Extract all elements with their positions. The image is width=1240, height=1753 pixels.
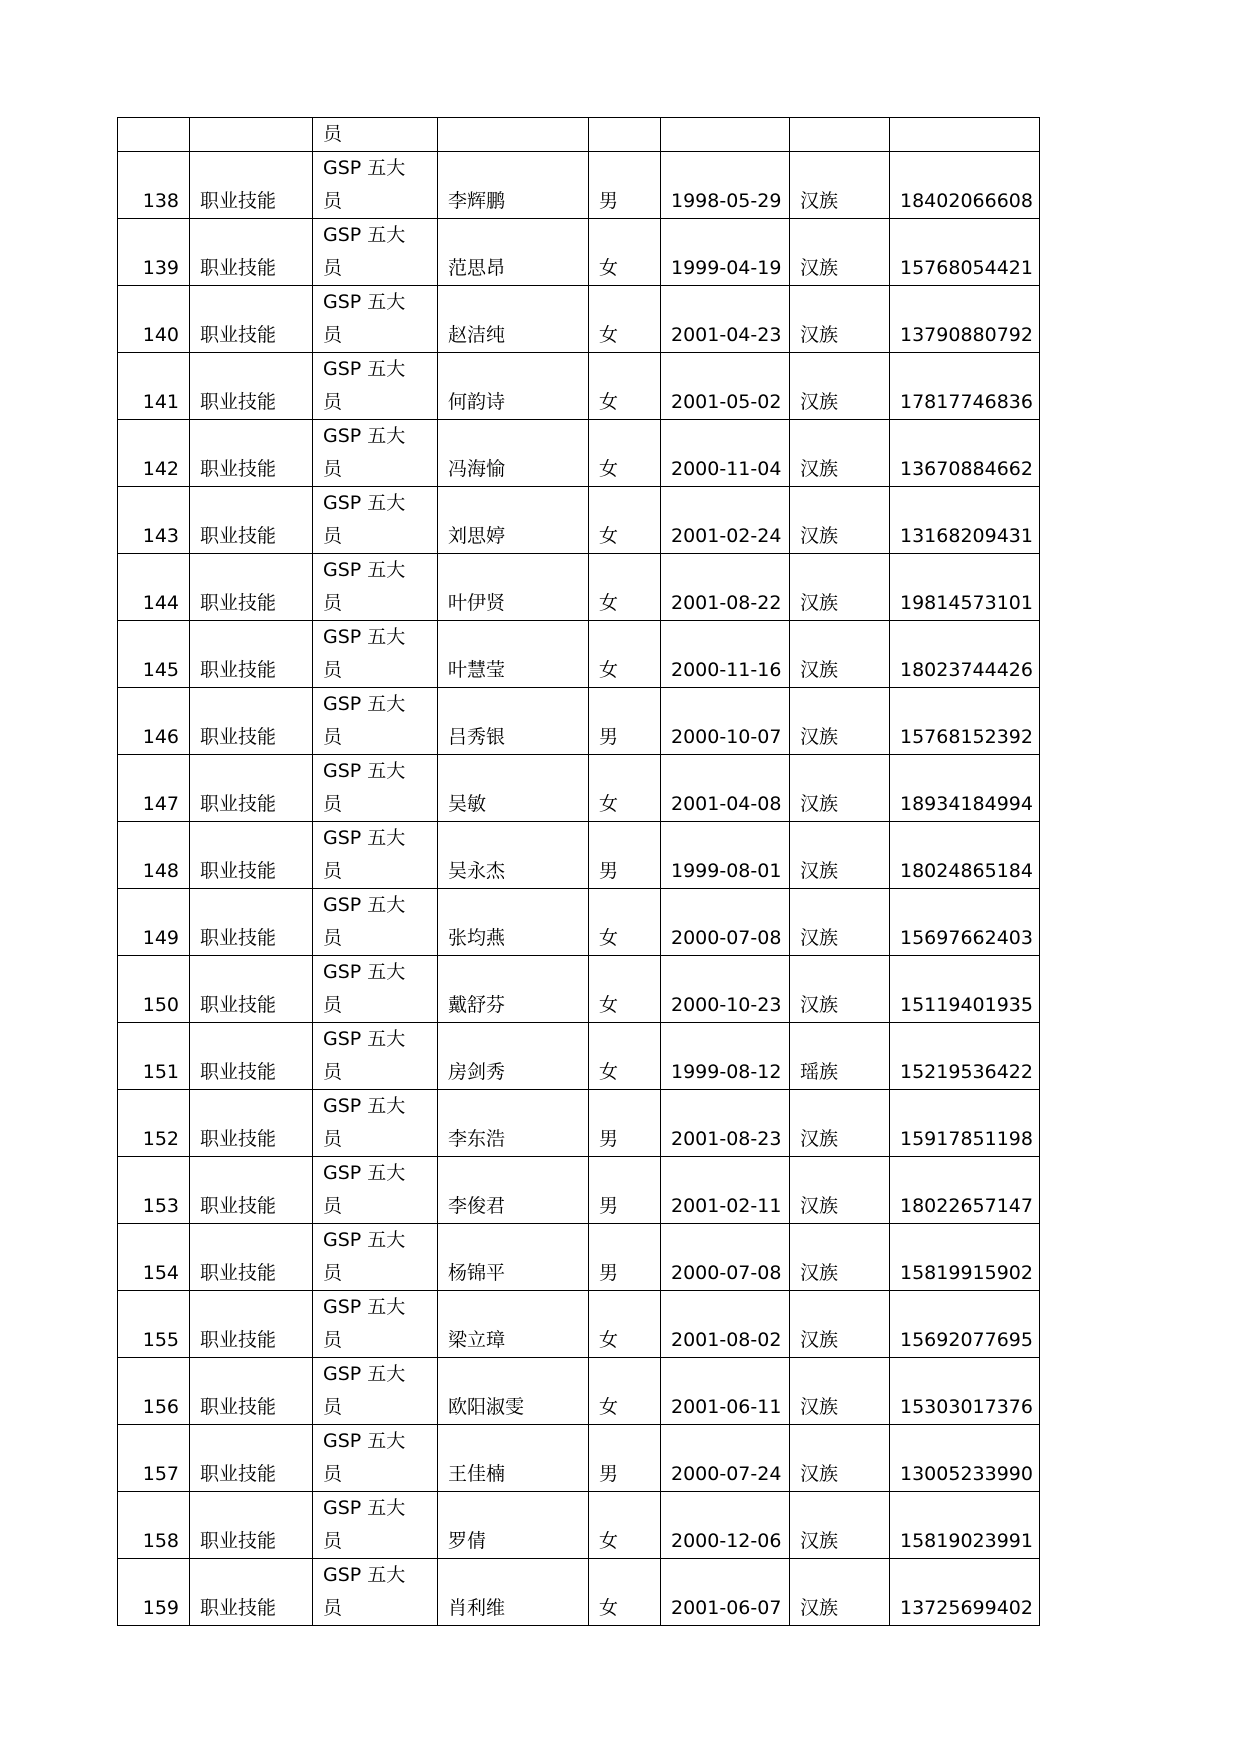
cell-birth: [661, 118, 790, 152]
course-line-1: GSP 五大: [323, 1564, 406, 1586]
cell-name: 李俊君: [438, 1157, 589, 1224]
cell-name: 范思昂: [438, 219, 589, 286]
cell-course: [313, 956, 438, 1023]
cell-course: [313, 1291, 438, 1358]
course-line-1: GSP 五大: [323, 827, 406, 849]
cell-birth: 2000-11-16: [661, 621, 790, 688]
cell-no: 144: [118, 554, 190, 621]
cell-ethnicity: 汉族: [790, 822, 890, 889]
cell-category: 职业技能: [190, 487, 313, 554]
cell-ethnicity: 汉族: [790, 286, 890, 353]
roster-body: [118, 118, 1040, 1626]
cell-name: 王佳楠: [438, 1425, 589, 1492]
cell-birth: 1999-08-01: [661, 822, 790, 889]
cell-course: [313, 420, 438, 487]
course-line-1: GSP 五大: [323, 760, 406, 782]
cell-course: [313, 1492, 438, 1559]
cell-no: 151: [118, 1023, 190, 1090]
course-line-2: 员: [323, 525, 343, 547]
cell-phone: 18402066608: [890, 152, 1040, 219]
continuation-row: [118, 118, 1040, 152]
course-line-2: 员: [323, 927, 343, 949]
table-row: [118, 487, 1040, 554]
cell-phone: 19814573101: [890, 554, 1040, 621]
cell-no: 141: [118, 353, 190, 420]
cell-gender: 女: [589, 286, 661, 353]
cell-no: 138: [118, 152, 190, 219]
cell-no: 150: [118, 956, 190, 1023]
cell-name: 叶伊贤: [438, 554, 589, 621]
cell-birth: 2001-02-24: [661, 487, 790, 554]
course-line-2: 员: [323, 324, 343, 346]
table-row: [118, 286, 1040, 353]
course-line-2: 员: [323, 1463, 343, 1485]
course-line-1: GSP 五大: [323, 157, 406, 179]
cell-phone: 18934184994: [890, 755, 1040, 822]
table-row: [118, 1425, 1040, 1492]
cell-phone: 15768054421: [890, 219, 1040, 286]
cell-no: 152: [118, 1090, 190, 1157]
table-row: [118, 1492, 1040, 1559]
course-line-1: GSP 五大: [323, 492, 406, 514]
table-row: [118, 1358, 1040, 1425]
cell-gender: 女: [589, 487, 661, 554]
cell-phone: 13005233990: [890, 1425, 1040, 1492]
cell-ethnicity: 汉族: [790, 956, 890, 1023]
course-line-1: GSP 五大: [323, 1430, 406, 1452]
cell-phone: 15303017376: [890, 1358, 1040, 1425]
table-row: [118, 1023, 1040, 1090]
cell-name: 冯海愉: [438, 420, 589, 487]
cell-category: 职业技能: [190, 755, 313, 822]
cell-ethnicity: 汉族: [790, 353, 890, 420]
cell-gender: 男: [589, 1224, 661, 1291]
cell-birth: 1999-08-12: [661, 1023, 790, 1090]
table-row: [118, 889, 1040, 956]
table-row: [118, 956, 1040, 1023]
course-line-2: 员: [323, 659, 343, 681]
cell-ethnicity: 汉族: [790, 420, 890, 487]
cell-no: 146: [118, 688, 190, 755]
cell-phone: 17817746836: [890, 353, 1040, 420]
cell-name: 吕秀银: [438, 688, 589, 755]
cell-birth: 2000-07-08: [661, 889, 790, 956]
cell-ethnicity: 汉族: [790, 1291, 890, 1358]
cell-course: [313, 621, 438, 688]
cell-gender: 女: [589, 1291, 661, 1358]
cell-course: [313, 118, 438, 152]
cell-phone: [890, 118, 1040, 152]
cell-phone: 13670884662: [890, 420, 1040, 487]
table-row: [118, 688, 1040, 755]
cell-birth: 2001-04-23: [661, 286, 790, 353]
cell-birth: 2001-08-02: [661, 1291, 790, 1358]
cell-course: [313, 286, 438, 353]
cell-birth: 2000-07-08: [661, 1224, 790, 1291]
cell-category: [190, 118, 313, 152]
course-line-1: GSP 五大: [323, 1095, 406, 1117]
course-line-2: 员: [323, 458, 343, 480]
cell-gender: 女: [589, 956, 661, 1023]
cell-birth: 2001-06-07: [661, 1559, 790, 1626]
course-line-2: 员: [323, 793, 343, 815]
cell-course: [313, 152, 438, 219]
cell-no: 142: [118, 420, 190, 487]
cell-course: [313, 1559, 438, 1626]
cell-ethnicity: 汉族: [790, 1157, 890, 1224]
course-line-2: 员: [323, 592, 343, 614]
cell-course: [313, 889, 438, 956]
course-line-2: 员: [323, 190, 343, 212]
cell-ethnicity: 汉族: [790, 1090, 890, 1157]
cell-category: 职业技能: [190, 219, 313, 286]
cell-category: 职业技能: [190, 420, 313, 487]
cell-no: 157: [118, 1425, 190, 1492]
cell-birth: 2000-10-23: [661, 956, 790, 1023]
cell-gender: 女: [589, 889, 661, 956]
cell-course: [313, 1090, 438, 1157]
course-line-1: GSP 五大: [323, 291, 406, 313]
cell-birth: 2001-05-02: [661, 353, 790, 420]
cell-ethnicity: 瑶族: [790, 1023, 890, 1090]
cell-ethnicity: [790, 118, 890, 152]
cell-name: 肖利维: [438, 1559, 589, 1626]
cell-category: 职业技能: [190, 353, 313, 420]
cell-gender: 女: [589, 1358, 661, 1425]
cell-phone: 15692077695: [890, 1291, 1040, 1358]
course-line-2: 员: [323, 1396, 343, 1418]
cell-ethnicity: 汉族: [790, 688, 890, 755]
cell-name: 李辉鹏: [438, 152, 589, 219]
cell-name: 戴舒芬: [438, 956, 589, 1023]
cell-name: 欧阳淑雯: [438, 1358, 589, 1425]
cell-category: 职业技能: [190, 822, 313, 889]
cell-no: 148: [118, 822, 190, 889]
course-line-2: 员: [323, 1195, 343, 1217]
cell-ethnicity: 汉族: [790, 1358, 890, 1425]
cell-gender: 女: [589, 755, 661, 822]
cell-course: [313, 1023, 438, 1090]
cell-phone: 18024865184: [890, 822, 1040, 889]
cell-category: 职业技能: [190, 1358, 313, 1425]
course-line-2: 员: [323, 257, 343, 279]
cell-course: [313, 554, 438, 621]
cell-course: [313, 353, 438, 420]
course-line-1: GSP 五大: [323, 559, 406, 581]
cell-course: [313, 487, 438, 554]
course-tail-text: 员: [323, 123, 343, 145]
cell-gender: 男: [589, 1425, 661, 1492]
cell-no: 139: [118, 219, 190, 286]
cell-gender: 女: [589, 420, 661, 487]
cell-name: 赵洁纯: [438, 286, 589, 353]
cell-gender: 男: [589, 822, 661, 889]
cell-no: 140: [118, 286, 190, 353]
course-line-1: GSP 五大: [323, 224, 406, 246]
cell-course: [313, 755, 438, 822]
cell-name: 刘思婷: [438, 487, 589, 554]
cell-ethnicity: 汉族: [790, 889, 890, 956]
cell-category: 职业技能: [190, 286, 313, 353]
table-row: [118, 353, 1040, 420]
cell-name: 何韵诗: [438, 353, 589, 420]
cell-birth: 2000-12-06: [661, 1492, 790, 1559]
cell-no: 149: [118, 889, 190, 956]
cell-gender: [589, 118, 661, 152]
cell-gender: 男: [589, 688, 661, 755]
cell-no: 156: [118, 1358, 190, 1425]
cell-ethnicity: 汉族: [790, 1492, 890, 1559]
table-row: [118, 1090, 1040, 1157]
cell-category: 职业技能: [190, 1157, 313, 1224]
cell-birth: 1998-05-29: [661, 152, 790, 219]
cell-category: 职业技能: [190, 688, 313, 755]
cell-course: [313, 1425, 438, 1492]
cell-gender: 女: [589, 621, 661, 688]
cell-ethnicity: 汉族: [790, 487, 890, 554]
cell-birth: 1999-04-19: [661, 219, 790, 286]
cell-no: 143: [118, 487, 190, 554]
cell-birth: 2001-08-22: [661, 554, 790, 621]
cell-phone: 15697662403: [890, 889, 1040, 956]
table-row: [118, 1157, 1040, 1224]
cell-phone: 15917851198: [890, 1090, 1040, 1157]
cell-ethnicity: 汉族: [790, 1559, 890, 1626]
cell-category: 职业技能: [190, 889, 313, 956]
table-row: [118, 621, 1040, 688]
cell-ethnicity: 汉族: [790, 219, 890, 286]
cell-gender: 女: [589, 353, 661, 420]
course-line-1: GSP 五大: [323, 1296, 406, 1318]
cell-name: 杨锦平: [438, 1224, 589, 1291]
cell-category: 职业技能: [190, 956, 313, 1023]
cell-no: [118, 118, 190, 152]
course-line-1: GSP 五大: [323, 894, 406, 916]
table-row: [118, 1224, 1040, 1291]
cell-course: [313, 1358, 438, 1425]
cell-no: 155: [118, 1291, 190, 1358]
cell-category: 职业技能: [190, 1090, 313, 1157]
cell-gender: 女: [589, 1023, 661, 1090]
course-line-1: GSP 五大: [323, 1497, 406, 1519]
cell-category: 职业技能: [190, 152, 313, 219]
cell-category: 职业技能: [190, 1023, 313, 1090]
cell-name: 叶慧莹: [438, 621, 589, 688]
cell-category: 职业技能: [190, 1559, 313, 1626]
cell-ethnicity: 汉族: [790, 152, 890, 219]
cell-no: 159: [118, 1559, 190, 1626]
cell-name: 吴敏: [438, 755, 589, 822]
table-row: [118, 554, 1040, 621]
cell-phone: 18023744426: [890, 621, 1040, 688]
cell-category: 职业技能: [190, 554, 313, 621]
cell-name: 李东浩: [438, 1090, 589, 1157]
cell-phone: 13725699402: [890, 1559, 1040, 1626]
cell-no: 154: [118, 1224, 190, 1291]
table-row: [118, 420, 1040, 487]
course-line-1: GSP 五大: [323, 358, 406, 380]
cell-birth: 2000-11-04: [661, 420, 790, 487]
cell-name: 梁立璋: [438, 1291, 589, 1358]
cell-no: 153: [118, 1157, 190, 1224]
cell-gender: 女: [589, 1492, 661, 1559]
cell-phone: 13168209431: [890, 487, 1040, 554]
course-line-2: 员: [323, 1597, 343, 1619]
cell-course: [313, 822, 438, 889]
cell-category: 职业技能: [190, 1224, 313, 1291]
cell-phone: 15119401935: [890, 956, 1040, 1023]
cell-gender: 女: [589, 554, 661, 621]
cell-birth: 2001-08-23: [661, 1090, 790, 1157]
cell-ethnicity: 汉族: [790, 1224, 890, 1291]
table-row: [118, 152, 1040, 219]
student-roster-table: [117, 117, 1040, 1626]
cell-gender: 男: [589, 1090, 661, 1157]
cell-gender: 女: [589, 1559, 661, 1626]
cell-birth: 2000-10-07: [661, 688, 790, 755]
cell-name: 罗倩: [438, 1492, 589, 1559]
course-line-2: 员: [323, 994, 343, 1016]
cell-phone: 15819915902: [890, 1224, 1040, 1291]
course-line-2: 员: [323, 860, 343, 882]
cell-course: [313, 688, 438, 755]
course-line-1: GSP 五大: [323, 626, 406, 648]
cell-phone: 15219536422: [890, 1023, 1040, 1090]
table-row: [118, 822, 1040, 889]
cell-no: 147: [118, 755, 190, 822]
course-line-2: 员: [323, 391, 343, 413]
cell-phone: 18022657147: [890, 1157, 1040, 1224]
cell-course: [313, 1157, 438, 1224]
course-line-1: GSP 五大: [323, 1363, 406, 1385]
cell-ethnicity: 汉族: [790, 755, 890, 822]
course-line-2: 员: [323, 1530, 343, 1552]
cell-no: 145: [118, 621, 190, 688]
course-line-1: GSP 五大: [323, 425, 406, 447]
cell-birth: 2001-04-08: [661, 755, 790, 822]
course-line-2: 员: [323, 1329, 343, 1351]
table-row: [118, 1559, 1040, 1626]
cell-gender: 男: [589, 152, 661, 219]
course-line-1: GSP 五大: [323, 961, 406, 983]
cell-birth: 2000-07-24: [661, 1425, 790, 1492]
course-line-2: 员: [323, 1061, 343, 1083]
cell-no: 158: [118, 1492, 190, 1559]
course-line-2: 员: [323, 726, 343, 748]
cell-birth: 2001-02-11: [661, 1157, 790, 1224]
cell-ethnicity: 汉族: [790, 1425, 890, 1492]
cell-phone: 13790880792: [890, 286, 1040, 353]
cell-phone: 15768152392: [890, 688, 1040, 755]
course-line-1: GSP 五大: [323, 1028, 406, 1050]
course-line-2: 员: [323, 1128, 343, 1150]
cell-category: 职业技能: [190, 1425, 313, 1492]
course-line-2: 员: [323, 1262, 343, 1284]
cell-category: 职业技能: [190, 1291, 313, 1358]
cell-category: 职业技能: [190, 1492, 313, 1559]
cell-name: 房剑秀: [438, 1023, 589, 1090]
cell-gender: 女: [589, 219, 661, 286]
cell-course: [313, 219, 438, 286]
cell-course: [313, 1224, 438, 1291]
cell-gender: 男: [589, 1157, 661, 1224]
cell-ethnicity: 汉族: [790, 554, 890, 621]
cell-name: [438, 118, 589, 152]
cell-ethnicity: 汉族: [790, 621, 890, 688]
cell-phone: 15819023991: [890, 1492, 1040, 1559]
cell-name: 吴永杰: [438, 822, 589, 889]
course-line-1: GSP 五大: [323, 1229, 406, 1251]
course-line-1: GSP 五大: [323, 1162, 406, 1184]
cell-category: 职业技能: [190, 621, 313, 688]
table-row: [118, 219, 1040, 286]
cell-birth: 2001-06-11: [661, 1358, 790, 1425]
table-row: [118, 1291, 1040, 1358]
cell-name: 张均燕: [438, 889, 589, 956]
table-row: [118, 755, 1040, 822]
course-line-1: GSP 五大: [323, 693, 406, 715]
